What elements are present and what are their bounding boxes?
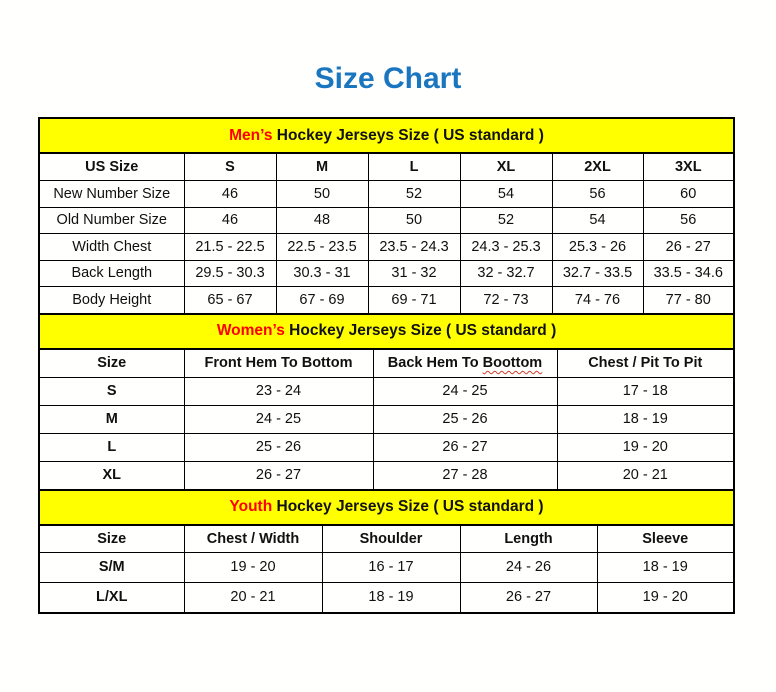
table-cell: 74 - 76: [552, 287, 643, 314]
column-header: Sleeve: [597, 525, 734, 553]
table-cell: 31 - 32: [368, 260, 460, 287]
youth-size-table: [38, 489, 735, 614]
table-cell: 24 - 25: [184, 405, 373, 433]
table-row: [39, 181, 734, 208]
youth-section-header: [39, 490, 734, 525]
row-label: Width Chest: [39, 234, 184, 261]
table-row: [39, 377, 734, 405]
table-cell: 24 - 25: [373, 377, 557, 405]
table-cell: 25.3 - 26: [552, 234, 643, 261]
womens-section-title-rest: Hockey Jerseys Size ( US standard ): [284, 322, 557, 339]
column-header: Size: [39, 349, 184, 378]
table-cell: 26 - 27: [643, 234, 734, 261]
column-header: M: [276, 153, 368, 181]
table-row: [39, 234, 734, 261]
table-row: [39, 433, 734, 461]
table-cell: 24 - 26: [460, 552, 597, 582]
row-label: L: [39, 433, 184, 461]
table-cell: 56: [643, 207, 734, 234]
womens-size-table: [38, 313, 735, 491]
column-header: Shoulder: [322, 525, 460, 553]
row-label: S: [39, 377, 184, 405]
table-cell: 20 - 21: [557, 461, 734, 490]
mens-section-title-rest: Hockey Jerseys Size ( US standard ): [272, 126, 544, 144]
row-label: Back Length: [39, 260, 184, 287]
table-cell: 54: [460, 181, 552, 208]
row-label: L/XL: [39, 582, 184, 613]
table-cell: 52: [368, 181, 460, 208]
table-cell: 18 - 19: [597, 552, 734, 582]
table-cell: 23 - 24: [184, 377, 373, 405]
table-cell: 26 - 27: [184, 461, 373, 490]
column-header: 3XL: [643, 153, 734, 181]
table-cell: 72 - 73: [460, 287, 552, 314]
table-cell: 48: [276, 207, 368, 234]
table-cell: 29.5 - 30.3: [184, 260, 276, 287]
table-cell: 26 - 27: [373, 433, 557, 461]
column-header: Chest / Width: [184, 525, 322, 553]
youth-section-band: [39, 490, 734, 525]
table-row: [39, 552, 734, 582]
table-cell: 23.5 - 24.3: [368, 234, 460, 261]
table-cell: 77 - 80: [643, 287, 734, 314]
table-cell: 50: [368, 207, 460, 234]
youth-section-title-rest: Hockey Jerseys Size ( US standard ): [272, 498, 544, 515]
table-cell: 65 - 67: [184, 287, 276, 314]
mens-section-band: [39, 118, 734, 153]
mens-header-row: [39, 153, 734, 181]
column-header: S: [184, 153, 276, 181]
row-label: S/M: [39, 552, 184, 582]
womens-header-row: [39, 349, 734, 378]
table-cell: 69 - 71: [368, 287, 460, 314]
column-header: Length: [460, 525, 597, 553]
table-cell: 46: [184, 207, 276, 234]
table-cell: 24.3 - 25.3: [460, 234, 552, 261]
table-cell: 19 - 20: [597, 582, 734, 613]
table-cell: 52: [460, 207, 552, 234]
table-cell: 19 - 20: [184, 552, 322, 582]
misspelled-word: Boottom: [482, 355, 543, 371]
table-cell: 25 - 26: [373, 405, 557, 433]
table-cell: 20 - 21: [184, 582, 322, 613]
table-cell: 54: [552, 207, 643, 234]
table-cell: 18 - 19: [557, 405, 734, 433]
column-header: Front Hem To Bottom: [184, 349, 373, 378]
column-header: 2XL: [552, 153, 643, 181]
table-cell: 19 - 20: [557, 433, 734, 461]
mens-section-header: [39, 118, 734, 153]
mens-section-highlight: Men’s: [229, 126, 273, 144]
table-cell: 18 - 19: [322, 582, 460, 613]
table-cell: 32 - 32.7: [460, 260, 552, 287]
table-cell: 25 - 26: [184, 433, 373, 461]
youth-section-highlight: Youth: [229, 498, 273, 515]
column-header: Chest / Pit To Pit: [557, 349, 734, 378]
table-cell: 67 - 69: [276, 287, 368, 314]
column-header-prefix: Back Hem To: [387, 355, 483, 371]
table-cell: 30.3 - 31: [276, 260, 368, 287]
column-header: US Size: [39, 153, 184, 181]
row-label: Old Number Size: [39, 207, 184, 234]
table-cell: 33.5 - 34.6: [643, 260, 734, 287]
table-cell: 17 - 18: [557, 377, 734, 405]
table-cell: 32.7 - 33.5: [552, 260, 643, 287]
table-row: [39, 461, 734, 490]
column-header: L: [368, 153, 460, 181]
table-row: [39, 207, 734, 234]
womens-section-header: [39, 314, 734, 349]
table-cell: 22.5 - 23.5: [276, 234, 368, 261]
row-label: Body Height: [39, 287, 184, 314]
youth-header-row: [39, 525, 734, 553]
table-row: [39, 260, 734, 287]
row-label: New Number Size: [39, 181, 184, 208]
table-cell: 56: [552, 181, 643, 208]
column-header: XL: [460, 153, 552, 181]
column-header-misspelled: [373, 349, 557, 378]
row-label: M: [39, 405, 184, 433]
table-cell: 46: [184, 181, 276, 208]
table-cell: 21.5 - 22.5: [184, 234, 276, 261]
table-cell: 16 - 17: [322, 552, 460, 582]
page-title: Size Chart: [314, 62, 462, 95]
table-row: [39, 405, 734, 433]
table-cell: 26 - 27: [460, 582, 597, 613]
mens-size-table: [38, 117, 735, 315]
table-cell: 60: [643, 181, 734, 208]
row-label: XL: [39, 461, 184, 490]
table-row: [39, 287, 734, 314]
womens-section-band: [39, 314, 734, 349]
table-cell: 27 - 28: [373, 461, 557, 490]
table-cell: 50: [276, 181, 368, 208]
table-row: [39, 582, 734, 613]
column-header: Size: [39, 525, 184, 553]
womens-section-highlight: Women’s: [216, 322, 285, 339]
